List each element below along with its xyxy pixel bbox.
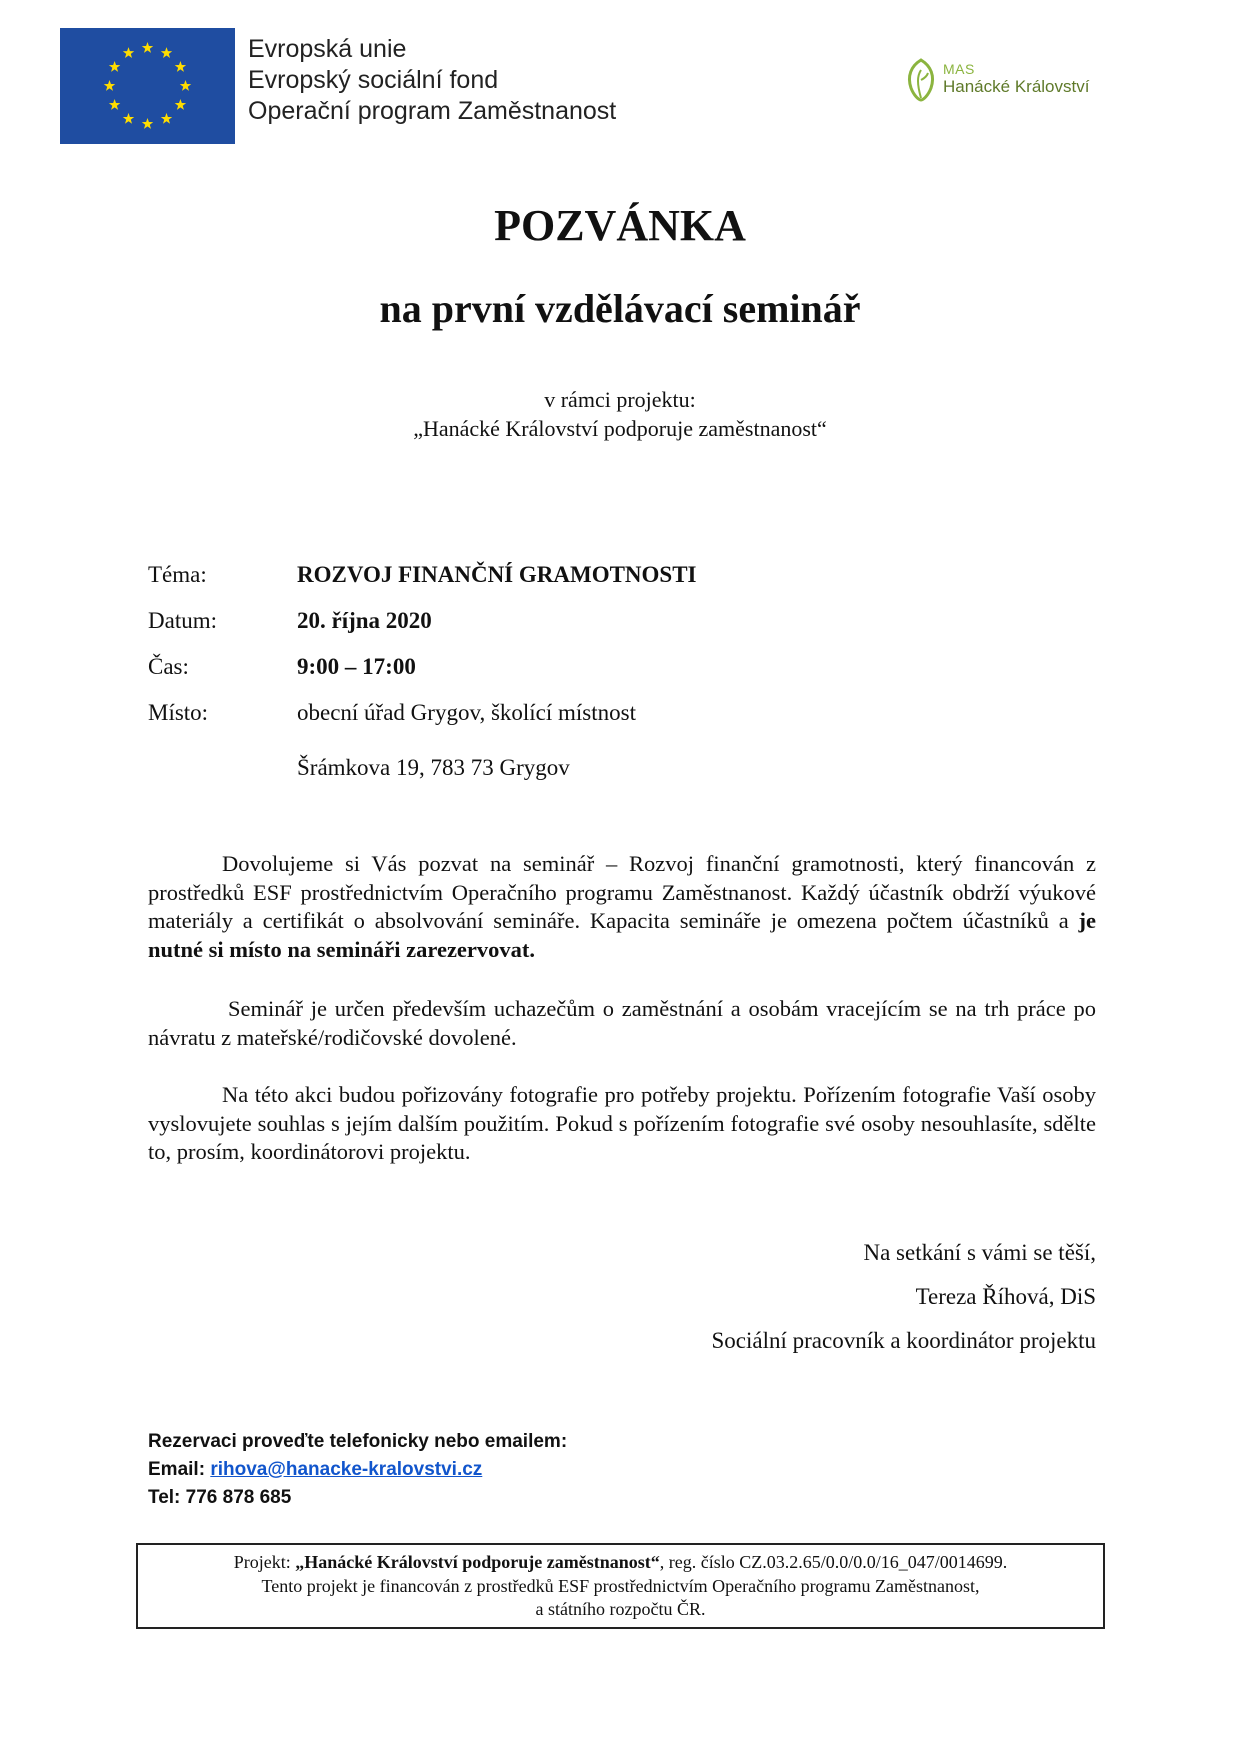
invitation-reservation-note: je nutné si místo na semináři zarezervovat. <box>148 908 1096 962</box>
signature-role: Sociální pracovník a koordinátor projektu <box>711 1328 1096 1353</box>
page-title: POZVÁNKA <box>494 201 746 250</box>
mas-abbreviation: MAS <box>943 61 975 77</box>
eu-line-2: Evropský sociální fond <box>248 66 499 94</box>
invitation-text: Dovolujeme si Vás pozvat na seminář – Rozvoj finanční gramotnosti, který financován z prostředků ESF prostřednictvím Operačního programu Zaměstnanost. Každý účastník obdrží výukové materiály a certifikát o absolvování semináře. Kapacita semináře je omezena počtem účastníků a <box>148 851 1096 933</box>
contact-block <box>148 1428 567 1512</box>
eu-line-1: Evropská unie <box>248 35 407 63</box>
project-intro <box>0 385 1240 443</box>
time-label: Čas: <box>148 654 189 679</box>
tel-number: 776 878 685 <box>185 1487 292 1508</box>
footer-line-1 <box>138 1551 1103 1575</box>
paragraph-photo-consent: Na této akci budou pořizovány fotografie pro potřeby projektu. Pořízením fotografie Vaší osoby vyslovujete souhlas s jejím dalším použitím. Pokud s pořízením fotografie své osoby nesouhlasíte, sdělte to, prosím, koordinátorovi projektu. <box>148 1082 1096 1164</box>
topic-label: Téma: <box>148 562 207 587</box>
time-value: 9:00 – 17:00 <box>297 654 416 679</box>
eu-flag-logo <box>60 28 235 144</box>
project-footer-box <box>136 1543 1105 1629</box>
page-subtitle: na první vzdělávací seminář <box>379 286 861 331</box>
contact-heading: Rezervaci proveďte telefonicky nebo emailem: <box>148 1431 568 1452</box>
email-link[interactable]: rihova@hanacke-kralovstvi.cz <box>210 1459 483 1480</box>
footer-line-3: a státního rozpočtu ČR. <box>535 1599 706 1619</box>
email-label: Email: <box>148 1459 211 1480</box>
paragraph-invitation <box>148 850 1096 964</box>
date-label: Datum: <box>148 608 217 633</box>
topic-value: ROZVOJ FINANČNÍ GRAMOTNOSTI <box>297 562 697 587</box>
project-intro-line-1: v rámci projektu: <box>544 387 696 412</box>
contact-tel-row <box>148 1484 567 1512</box>
address: Šrámkova 19, 783 73 Grygov <box>297 755 570 780</box>
eu-line-3: Operační program Zaměstnanost <box>248 97 617 125</box>
tel-label: Tel: <box>148 1487 186 1508</box>
eu-stars-icon <box>60 28 235 144</box>
contact-email-row <box>148 1456 567 1484</box>
signature-name: Tereza Říhová, DiS <box>915 1284 1096 1309</box>
footer-project-name: „Hanácké Království podporuje zaměstnanost“ <box>295 1552 660 1572</box>
mas-name: Hanácké Království <box>943 77 1090 96</box>
date-value: 20. října 2020 <box>297 608 432 633</box>
footer-reg-number: , reg. číslo CZ.03.2.65/0.0/0.0/16_047/0014699. <box>659 1552 1008 1572</box>
mas-logo <box>905 58 1120 108</box>
place-label: Místo: <box>148 700 209 725</box>
leaf-icon <box>905 58 937 102</box>
footer-line-2: Tento projekt je financován z prostředků ESF prostřednictvím Operačního programu Zaměstnanost, <box>261 1575 980 1596</box>
project-name: „Hanácké Království podporuje zaměstnanost“ <box>413 416 827 441</box>
footer-prefix: Projekt: <box>233 1552 296 1572</box>
eu-fund-text <box>248 34 616 127</box>
signature-closing: Na setkání s vámi se těší, <box>863 1240 1096 1265</box>
paragraph-target-group: Seminář je určen především uchazečům o zaměstnání a osobám vracejícím se na trh práce po návratu z mateřské/rodičovské dovolené. <box>148 996 1096 1050</box>
place-value: obecní úřad Grygov, školící místnost <box>297 700 636 725</box>
